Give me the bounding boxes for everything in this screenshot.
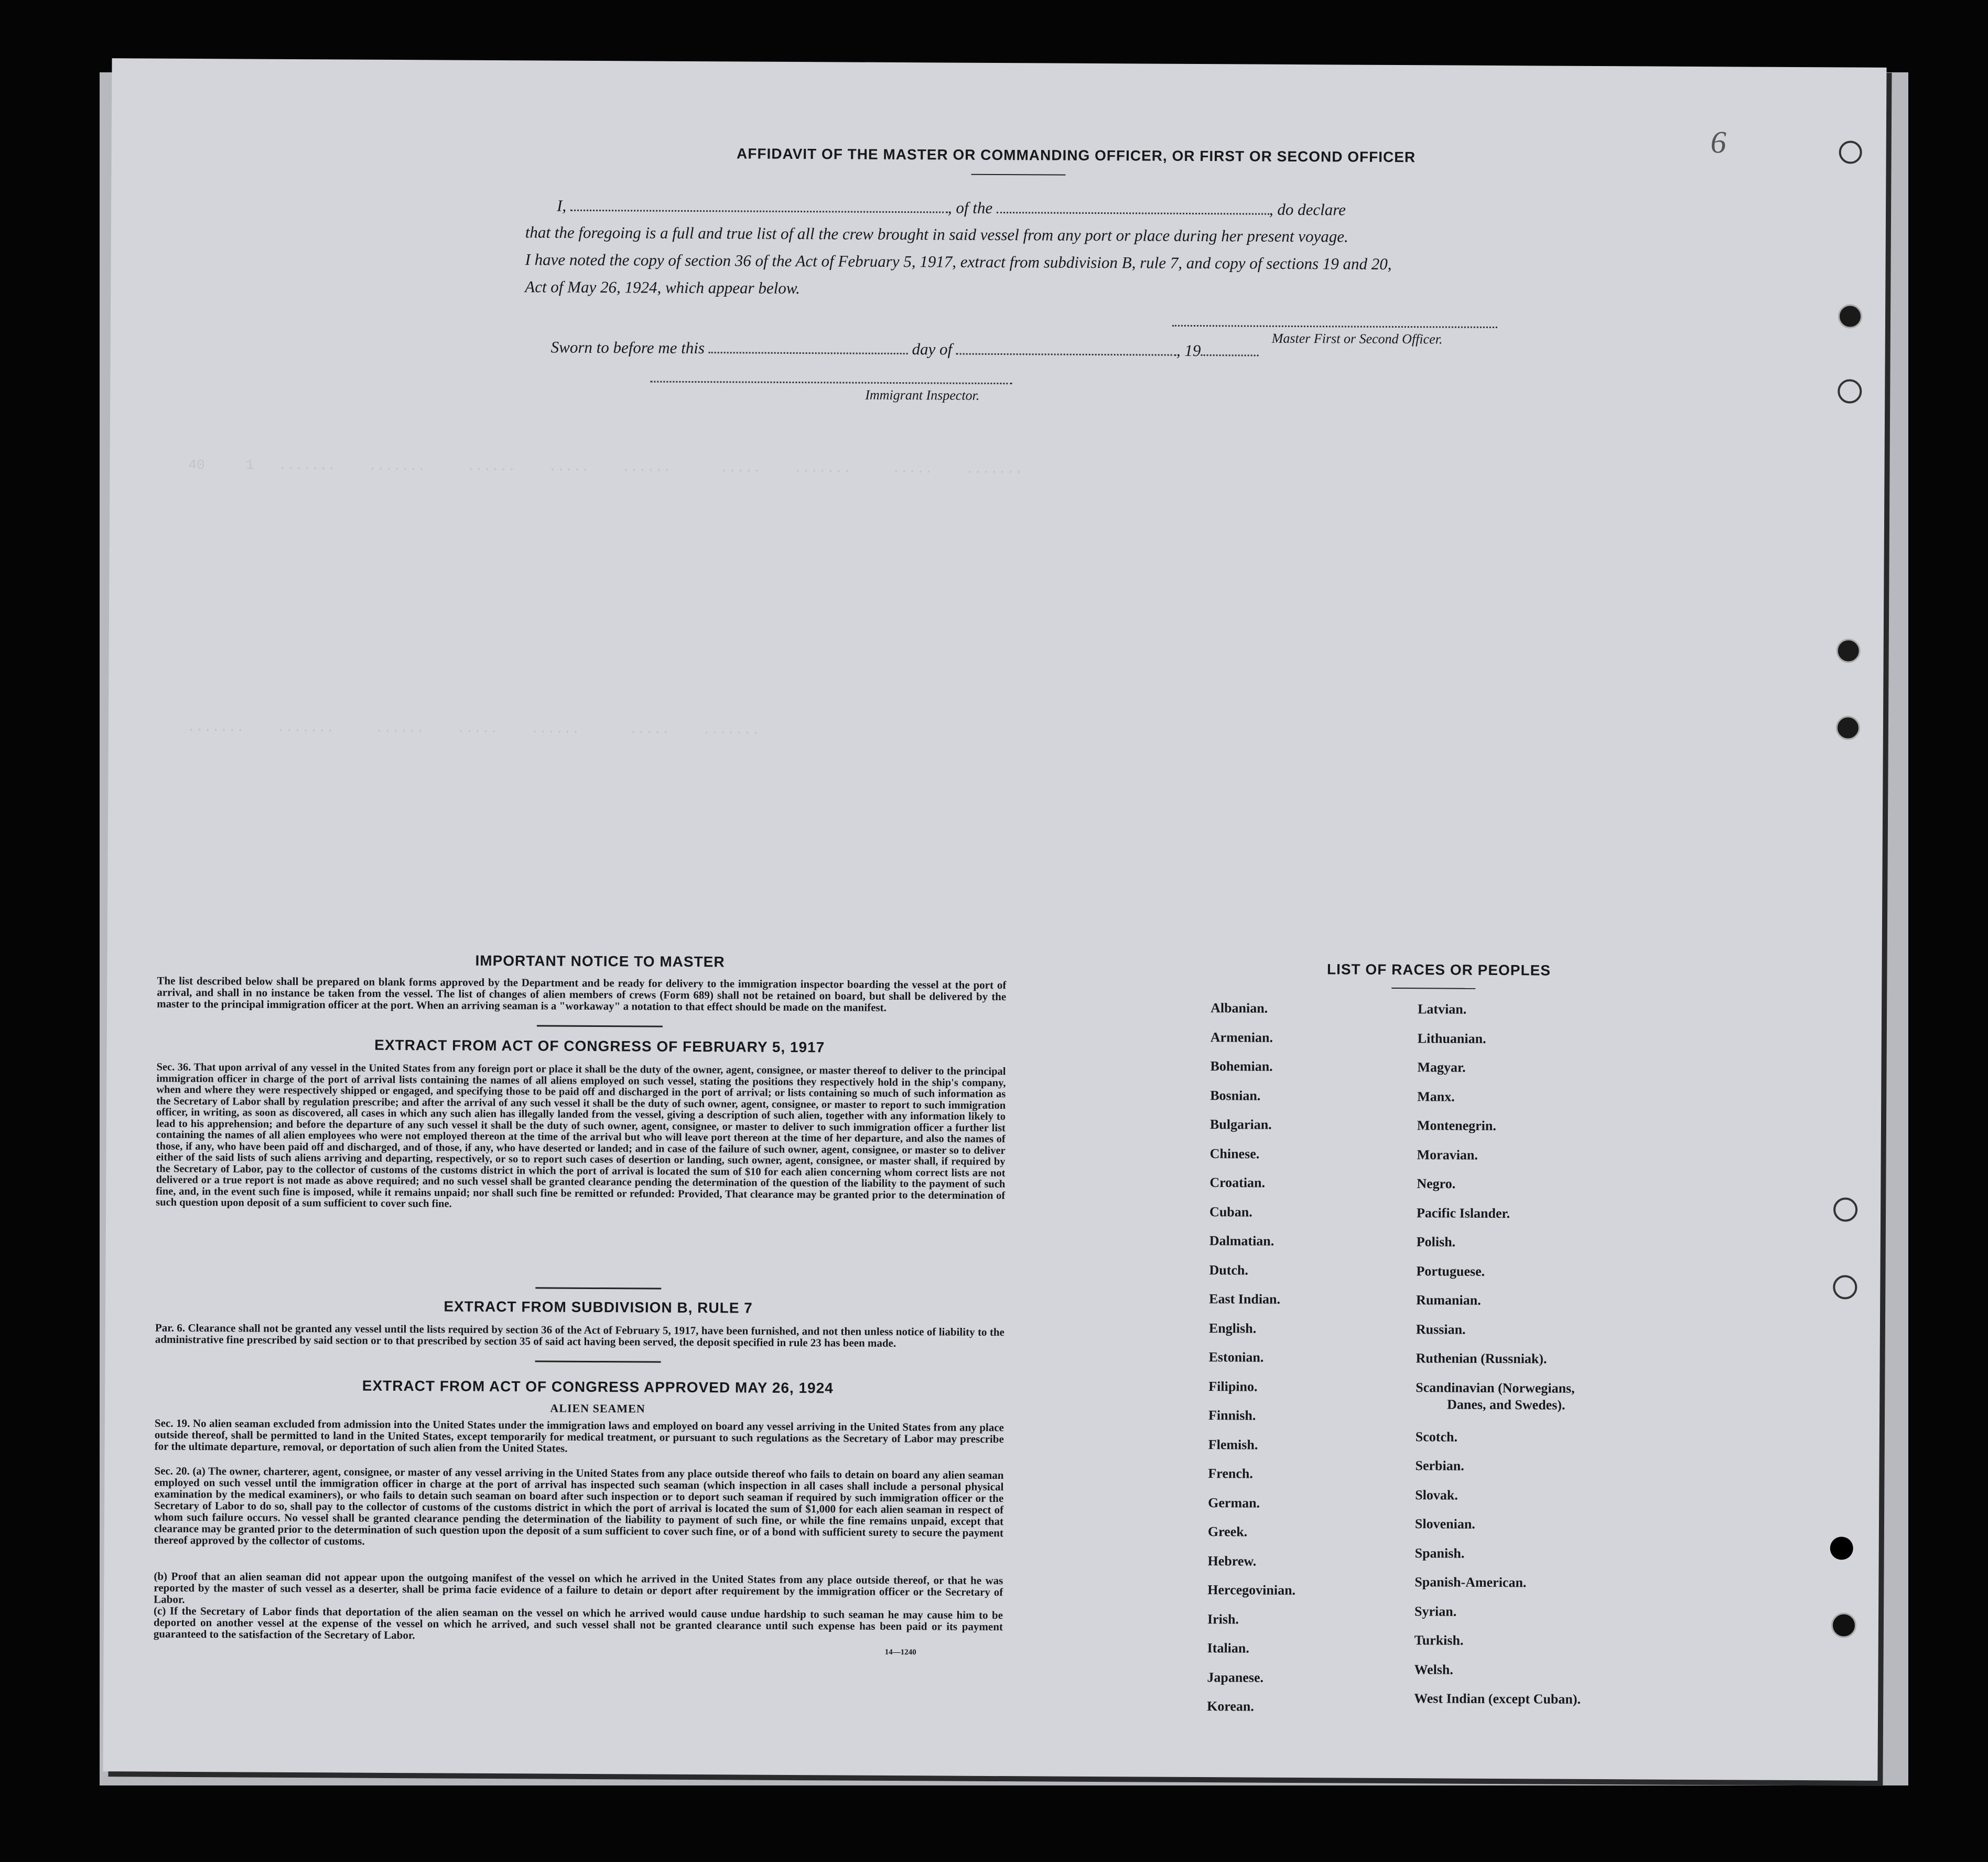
binding-hole [1833, 1275, 1857, 1299]
act1917-rule [535, 1287, 661, 1289]
affidavit-line-2: that the foregoing is a full and true list of all the crew brought in said vessel from any port or place during her present voyage. [525, 223, 1348, 246]
races-right-column [1414, 1001, 1659, 1721]
race-item: Montenegrin. [1417, 1118, 1496, 1134]
race-item: Turkish. [1414, 1632, 1464, 1648]
inspector-label: Immigrant Inspector. [865, 387, 980, 403]
race-item: Ruthenian (Russniak). [1416, 1350, 1547, 1367]
race-item: Korean. [1207, 1698, 1255, 1714]
race-item: Spanish. [1414, 1545, 1465, 1561]
rule7-text: Par. 6. Clearance shall not be granted any vessel until the lists required by section 36 of the Act of February 5, 1917, have been furnished, and not then unless notice of liability to the administrative fine prescribed by said section or to that prescribed by section 35 of said act having been served, the deposit specified in rule 23 has been made. [155, 1321, 1004, 1350]
notice-title: IMPORTANT NOTICE TO MASTER [475, 952, 725, 970]
inspector-signature-line[interactable] [650, 381, 1012, 385]
binding-hole [1833, 1197, 1857, 1221]
act1917-text: Sec. 36. That upon arrival of any vessel in the United States from any foreign port or place it shall be the duty of the owner, agent, consignee, or master thereof to deliver to the principal immigration officer in charge of the port of arrival lists containing the names of all aliens employed on such vessel, stating the positions they respectively hold in the ship's company, when and where they were respectively shipped or engaged, and specifying those to be paid off and discharged in the port of arrival; or lists containing so much of such information as the Secretary of Labor shall by regulation prescribe; and after the arrival of any such vessel it shall be the duty of such owner, agent, consignee, or master to report to such immigration officer, in writing, as soon as discovered, all cases in which any such alien has illegally landed from the vessel, giving a description of such alien, together with any information likely to lead to his apprehension; and before the departure of any such vessel it shall be the duty of such owner, agent, consignee, or master to deliver to such immigration officer a further list containing the names of all alien employees who were not employed thereon at the time of the arrival but who will leave port thereon at the time of her departure, and also the names of those, if any, who have been paid off and discharged, and of those, if any, who have deserted or landed; and in case of the failure of such owner, agent, consignee, or master so to deliver either of the said lists of such aliens arriving and departing, respectively, or so to report such cases of desertion or landing, such owner, agent, consignee, or master shall, if required by the Secretary of Labor, pay to the collector of customs of the customs district in which the port of arrival is located the sum of $10 for each alien concerning whom correct lists are not delivered or a true report is not made as above required; and no such vessel shall be granted clearance pending the determination of the question of the liability to the payment of such fine, and, in the event such fine is imposed, while it remains unpaid; nor shall such fine be remitted or refunded: Provided, That clearance may be granted prior to the determination of such question upon deposit of a sum sufficient to cover such fine. [156, 1061, 1006, 1210]
binding-hole [1836, 716, 1860, 740]
race-item: Chinese. [1209, 1145, 1260, 1162]
race-item: Latvian. [1418, 1001, 1467, 1017]
bleed-through: 40 1 ....... ....... ...... ..... ...... ..... ....... ..... ....... ....... ....... ...... ..... ...... ..... ....... [187, 457, 1023, 738]
race-item: Spanish-American. [1414, 1574, 1527, 1590]
race-item: Pacific Islander. [1417, 1205, 1510, 1221]
binding-hole [1838, 304, 1862, 328]
race-item: Bohemian. [1210, 1058, 1273, 1074]
sworn-year-blank[interactable] [1201, 341, 1258, 356]
race-item: Finnish. [1208, 1408, 1256, 1423]
race-item: Danes, and Swedes). [1447, 1396, 1565, 1413]
race-item: Bulgarian. [1209, 1117, 1272, 1132]
binding-hole [1831, 1612, 1856, 1638]
race-item: Serbian. [1415, 1458, 1464, 1474]
race-item: Greek. [1207, 1524, 1248, 1540]
race-item: English. [1208, 1320, 1257, 1336]
affidavit-line-3: I have noted the copy of section 36 of the Act of February 5, 1917, extract from subdivision B, rule 7, and copy of sections 19 and 20, [525, 250, 1392, 273]
act1924-sec20c: (c) If the Secretary of Labor finds that deportation of the alien seaman on the vessel on which he arrived would cause undue hardship to such seaman he may cause him to be deported on another vessel at the expense of the vessel on which he arrived, and such vessel shall not be granted clearance until such expense has been paid or its payment guaranteed to the satisfaction of the Secretary of Labor. [153, 1604, 1003, 1642]
race-item: Filipino. [1208, 1378, 1258, 1394]
race-item: Scandinavian (Norwegians, [1416, 1379, 1575, 1396]
race-item: French. [1208, 1466, 1254, 1481]
rule7-title: EXTRACT FROM SUBDIVISION B, RULE 7 [444, 1298, 753, 1316]
race-item: Welsh. [1414, 1661, 1454, 1677]
act1924-sec19: Sec. 19. No alien seaman excluded from admission into the United States under the immigration laws and employed on board any vessel arriving in the United States from any place outside thereof, shall be permitted to land in the United States, except temporarily for medical treatment, or pursuant to such regulations as the Secretary of Labor may prescribe for the ultimate departure, removal, or deportation of such alien from the United States. [154, 1416, 1004, 1455]
margin-mark: 6 [1710, 125, 1726, 160]
race-item: Syrian. [1414, 1603, 1457, 1619]
race-item: Rumanian. [1416, 1292, 1481, 1308]
master-signature-line[interactable] [1172, 325, 1497, 328]
sworn-day-blank[interactable] [709, 338, 908, 354]
race-item: Slovenian. [1414, 1516, 1475, 1532]
manifest-page [103, 58, 1886, 1781]
act1924-sec20b: (b) Proof that an alien seaman did not appear upon the outgoing manifest of the vessel on which he arrived in the United States from any place outside thereof, or that he was reported by the master of such vessel as a deserter, shall be prima facie evidence of a failure to detain or deport after requirement by the immigration officer or the Secretary of Labor. [154, 1569, 1003, 1606]
race-item: Dalmatian. [1209, 1233, 1274, 1249]
race-item: Negro. [1417, 1176, 1456, 1192]
race-item: Flemish. [1208, 1436, 1258, 1453]
race-item: Dutch. [1209, 1262, 1248, 1278]
races-title: LIST OF RACES OR PEOPLES [1326, 961, 1551, 979]
race-item: Hebrew. [1207, 1553, 1257, 1569]
affidavit-title: AFFIDAVIT OF THE MASTER OR COMMANDING OFFICER, OR FIRST OR SECOND OFFICER [736, 145, 1416, 166]
binding-hole [1838, 379, 1862, 403]
act1917-title: EXTRACT FROM ACT OF CONGRESS OF FEBRUARY 5, 1917 [374, 1036, 825, 1056]
race-item: Slovak. [1415, 1487, 1458, 1503]
race-item: Cuban. [1209, 1204, 1252, 1220]
act1924-title: EXTRACT FROM ACT OF CONGRESS APPROVED MAY 26, 1924 [362, 1377, 834, 1396]
race-item: Scotch. [1415, 1428, 1458, 1445]
sworn-line: Sworn to before me this day of , 19 [551, 338, 1259, 361]
race-item: Italian. [1207, 1640, 1249, 1656]
name-blank[interactable] [570, 196, 948, 213]
races-rule [1391, 988, 1475, 989]
race-item: Lithuanian. [1417, 1030, 1486, 1046]
affidavit-line-1: I, , of the , do declare [557, 196, 1346, 219]
race-item: Russian. [1416, 1321, 1466, 1337]
act1924-subtitle: ALIEN SEAMEN [550, 1401, 645, 1415]
race-item: German. [1208, 1495, 1260, 1511]
binding-hole [1830, 1536, 1853, 1560]
master-label: Master First or Second Officer. [1271, 330, 1443, 347]
race-item: Polish. [1416, 1234, 1456, 1250]
form-number: 14—1240 [884, 1648, 916, 1657]
race-item: Albanian. [1211, 1000, 1268, 1016]
vessel-blank[interactable] [997, 198, 1269, 215]
affidavit-title-rule [971, 174, 1065, 176]
binding-hole [1839, 140, 1862, 164]
race-item: Armenian. [1210, 1029, 1273, 1045]
notice-text: The list described below shall be prepared on blank forms approved by the Department and be ready for delivery to the immigration inspector boarding the vessel at the port of arrival, and shall in no instance be taken from the vessel. The list of changes of alien members of crews (Form 689) shall not be retained on board, but shall be delivered by the master to the principal immigration officer at the port. When an arriving seaman is a "workaway" a notation to that effect should be made on the manifest. [157, 974, 1007, 1014]
race-item: Croatian. [1209, 1175, 1266, 1190]
race-item: West Indian (except Cuban). [1414, 1691, 1581, 1707]
race-item: Japanese. [1207, 1669, 1264, 1685]
act1924-sec20a: Sec. 20. (a) The owner, charterer, agent, consignee, or master of any vessel arriving in the United States from any place outside thereof who fails to detain on board any alien seaman employed on such vessel until the immigration officer in charge at the port of arrival has inspected such seaman (which inspection in all cases shall include a personal physical examination by the medical examiners), or who fails to detain such seaman on board after such inspection or to deport such seaman if required by such immigration officer or the Secretary of Labor to do so, shall pay to the collector of customs of the customs district in which the port of arrival is located the sum of $1,000 for each alien seaman in respect of whom such failure occurs. No vessel shall be granted clearance pending the determination of the liability to payment of such fine, or while the fine remains unpaid, except that clearance may be granted prior to the determination of such question upon the deposit of a sum sufficient to cover such fine, or of a bond with sufficient surety to secure the payment thereof approved by the collector of customs. [154, 1464, 1004, 1547]
race-item: Irish. [1207, 1611, 1239, 1627]
race-item: Moravian. [1417, 1146, 1478, 1163]
race-item: Estonian. [1208, 1349, 1264, 1365]
race-item: Portuguese. [1416, 1263, 1485, 1279]
race-item: Hercegovinian. [1207, 1582, 1296, 1598]
sworn-month-blank[interactable] [956, 340, 1176, 356]
race-item: Magyar. [1417, 1059, 1466, 1075]
race-item: East Indian. [1209, 1291, 1281, 1307]
affidavit-line-4: Act of May 26, 1924, which appear below. [525, 277, 801, 298]
notice-rule [537, 1025, 663, 1027]
race-item: Bosnian. [1210, 1087, 1261, 1103]
race-item: Manx. [1417, 1088, 1455, 1105]
binding-hole [1836, 638, 1861, 663]
races-left-column [1207, 1000, 1399, 1728]
rule7-rule [535, 1360, 661, 1362]
